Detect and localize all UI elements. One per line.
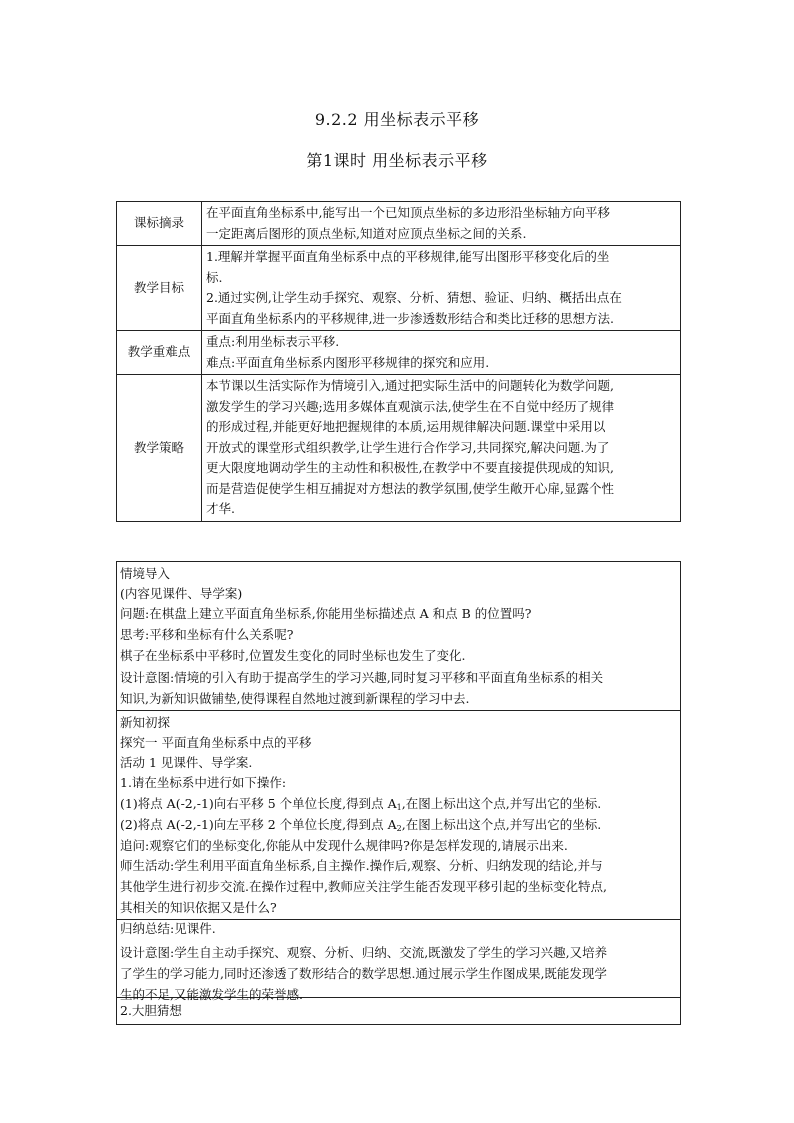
section-heading: 情境导入: [120, 566, 171, 581]
content-line: 标.: [206, 269, 223, 285]
text-line: 活动 1 见课件、导学案.: [120, 755, 253, 770]
text-part: ,在图上标出这个点,并写出它的坐标.: [401, 817, 602, 832]
row-label-text: 课标摘录: [133, 215, 184, 231]
table-row: [117, 202, 681, 246]
row-label: [117, 331, 202, 375]
content-line: 激发学生的学习兴趣;选用多媒体直观演示法,使学生在不自觉中经历了规律: [206, 398, 615, 414]
text-line: 思考:平移和坐标有什么关系呢?: [120, 627, 294, 642]
content-line: 更大限度地调动学生的主动性和积极性,在教学中不要直接提供现成的知识,: [206, 460, 614, 475]
text-line: 1.请在坐标系中进行如下操作:: [120, 775, 287, 790]
section-heading: 新知初探: [120, 715, 171, 730]
row-content: [202, 246, 681, 331]
row-label-text: 教学重难点: [127, 344, 191, 360]
text-line: (内容见课件、导学案): [120, 586, 243, 601]
content-line: 难点:平面直角坐标系内图形平移规律的探究和应用.: [206, 354, 490, 370]
row-content: [202, 375, 681, 522]
text-line: 知识,为新知识做铺垫,使得课程自然地过渡到新课程的学习中去.: [120, 691, 470, 706]
content-line: 在平面直角坐标系中,能写出一个已知顶点坐标的多边形沿坐标轴方向平移: [206, 205, 610, 220]
table-row: [117, 375, 681, 522]
text-line: 生的不足,又能激发学生的荣誉感.: [120, 987, 303, 1002]
text-line: 设计意图:学生自主动手探究、观察、分析、归纳、交流,既激发了学生的学习兴趣,又培养: [120, 945, 608, 960]
row-content: [202, 331, 681, 375]
text-line: 探究一 平面直角坐标系中点的平移: [120, 735, 312, 750]
text-line: 了学生的学习能力,同时还渗透了数形结合的数学思想.通过展示学生作图成果,既能发现学: [120, 966, 607, 981]
text-line: 其相关的知识依据又是什么?: [120, 900, 277, 915]
text-line: 追问:观察它们的坐标变化,你能从中发现什么规律吗?你是怎样发现的,请展示出来.: [120, 838, 568, 853]
row-label: [117, 246, 202, 331]
row-content: [202, 202, 681, 246]
section-heading: 2.大胆猜想: [120, 1003, 182, 1018]
content-line: 平面直角坐标系内的平移规律,进一步渗透数形结合和类比迁移的思想方法.: [206, 310, 614, 326]
content-line: 的形成过程,并能更好地把握规律的本质,运用规律解决问题.课堂中采用以: [206, 419, 606, 434]
content-line: 而是营造促使学生相互捕捉对方想法的教学氛围,使学生敞开心扉,显露个性: [206, 480, 614, 496]
content-line: 本节课以生活实际作为情境引入,通过把实际生活中的问题转化为数学问题,: [206, 378, 614, 393]
text-line: 归纳总结:见课件.: [120, 921, 216, 936]
text-line: 师生活动:学生利用平面直角坐标系,自主操作.操作后,观察、分析、归纳发现的结论,并与: [120, 858, 603, 873]
table-row: [117, 246, 681, 331]
row-label: [117, 202, 202, 246]
row-label: [117, 375, 202, 522]
text-part: (2)将点 A(-2,-1)向左平移 2 个单位长度,得到点 A: [120, 817, 397, 832]
text-line: 设计意图:情境的引入有助于提高学生的学习兴趣,同时复习平移和平面直角坐标系的相关: [120, 670, 604, 685]
text-line: 其他学生进行初步交流.在操作过程中,教师应关注学生能否发现平移引起的坐标变化特点,: [120, 879, 607, 894]
content-line: 2.通过实例,让学生动手探究、观察、分析、猜想、验证、归纳、概括出点在: [206, 290, 622, 305]
text-part: ,在图上标出这个点,并写出它的坐标.: [401, 796, 602, 811]
table-row: [117, 331, 681, 375]
content-line: 重点:利用坐标表示平移.: [206, 334, 340, 349]
lesson-section-title: 9.2.2 用坐标表示平移: [314, 110, 480, 129]
lesson-period-title: 第1课时 用坐标表示平移: [306, 151, 488, 170]
row-label-text: 教学策略: [133, 439, 184, 455]
row-label-text: 教学目标: [133, 279, 184, 295]
subscript: 2: [396, 824, 402, 833]
text-line: 棋子在坐标系中平移时,位置发生变化的同时坐标也发生了变化.: [120, 648, 466, 663]
content-line: 才华.: [206, 501, 235, 516]
lesson-info-table: [116, 201, 681, 522]
content-line: 开放式的课堂形式组织教学,让学生进行合作学习,共同探究,解决问题.为了: [206, 439, 610, 455]
text-line: 问题:在棋盘上建立平面直角坐标系,你能用坐标描述点 A 和点 B 的位置吗?: [120, 606, 532, 621]
subscript: 1: [396, 803, 402, 812]
text-part: (1)将点 A(-2,-1)向右平移 5 个单位长度,得到点 A: [120, 796, 397, 811]
content-line: 1.理解并掌握平面直角坐标系中点的平移规律,能写出图形平移变化后的坐: [206, 249, 610, 264]
content-line: 一定距离后图形的顶点坐标,知道对应顶点坐标之间的关系.: [206, 225, 527, 241]
